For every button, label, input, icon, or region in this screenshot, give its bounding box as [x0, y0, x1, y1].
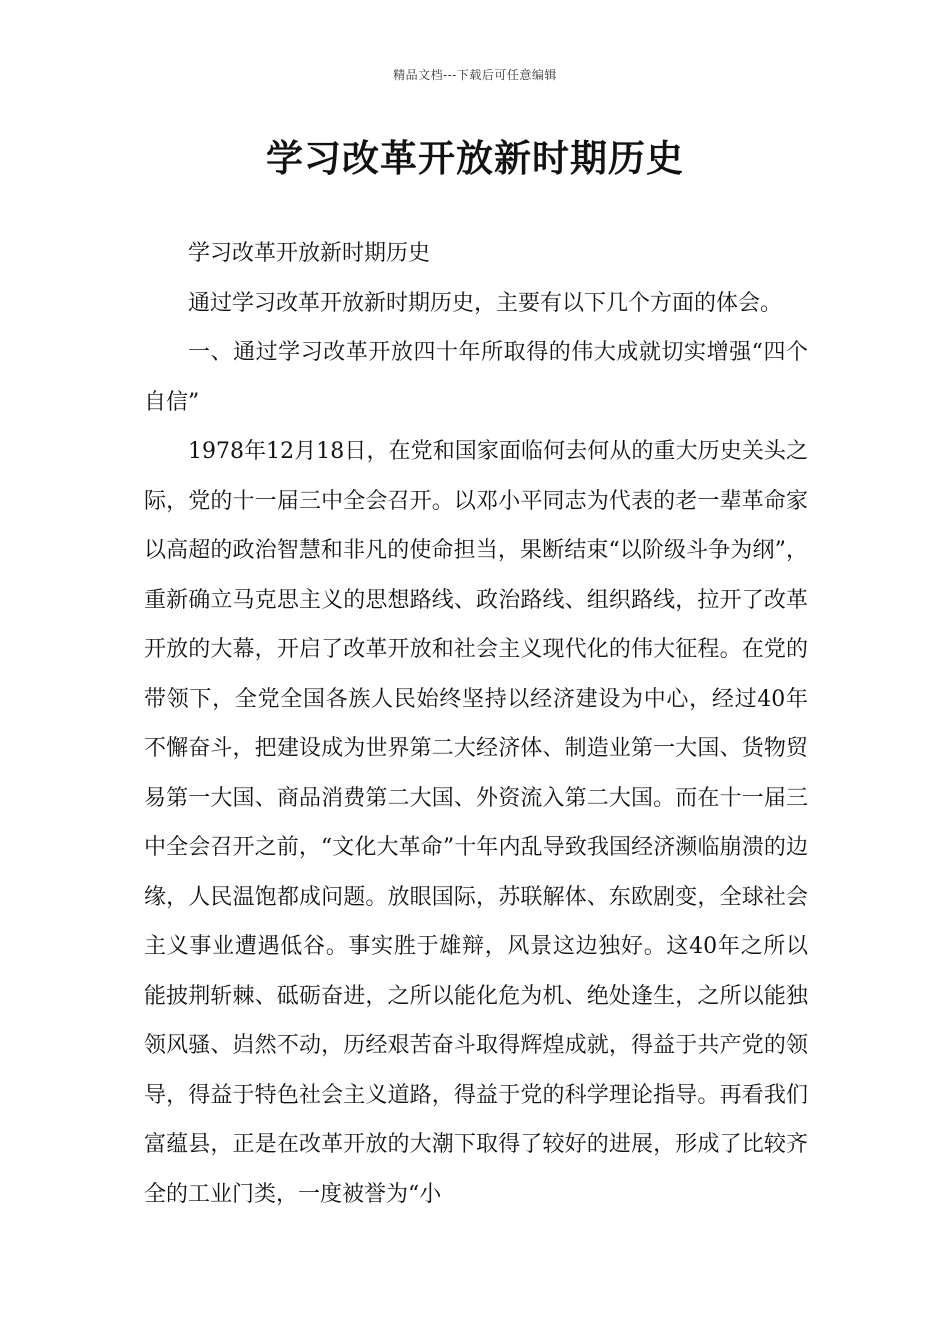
paragraph-section-heading: 一、通过学习改革开放四十年所取得的伟大成就切实增强“四个自信”: [144, 340, 808, 415]
document-body: [144, 229, 808, 1219]
document-title: 学习改革开放新时期历史: [266, 137, 684, 180]
paragraph-intro: 通过学习改革开放新时期历史，主要有以下几个方面的体会。: [188, 290, 783, 316]
paragraph-body: 1978年12月18日，在党和国家面临何去何从的重大历史关头之际，党的十一届三中全会召开。以邓小平同志为代表的老一辈革命家以高超的政治智慧和非凡的使命担当，果断结束“以阶级斗争为纲”，重新确立马克思主义的思想路线、政治路线、组织路线，拉开了改革开放的大幕，开启了改革开放和社会主义现代化的伟大征程。在党的带领下，全党全国各族人民始终坚持以经济建设为中心，经过40年不懈奋斗，把建设成为世界第二大经济体、制造业第一大国、货物贸易第一大国、商品消费第二大国、外资流入第二大国。而在十一届三中全会召开之前，“文化大革命”十年内乱导致我国经济濒临崩溃的边缘，人民温饱都成问题。放眼国际，苏联解体、东欧剧变，全球社会主义事业遭遇低谷。事实胜于雄辩，风景这边独好。这40年之所以能披荆斩棘、砥砺奋进，之所以能化危为机、绝处逢生，之所以能独领风骚、岿然不动，历经艰苦奋斗取得辉煌成就，得益于共产党的领导，得益于特色社会主义道路，得益于党的科学理论指导。再看我们富蕴县，正是在改革开放的大潮下取得了较好的进展，形成了比较齐全的工业门类，一度被誉为“小: [144, 439, 808, 1207]
header-note: 精品文档---下载后可任意编辑: [393, 68, 557, 82]
paragraph-subtitle: 学习改革开放新时期历史: [188, 241, 431, 266]
